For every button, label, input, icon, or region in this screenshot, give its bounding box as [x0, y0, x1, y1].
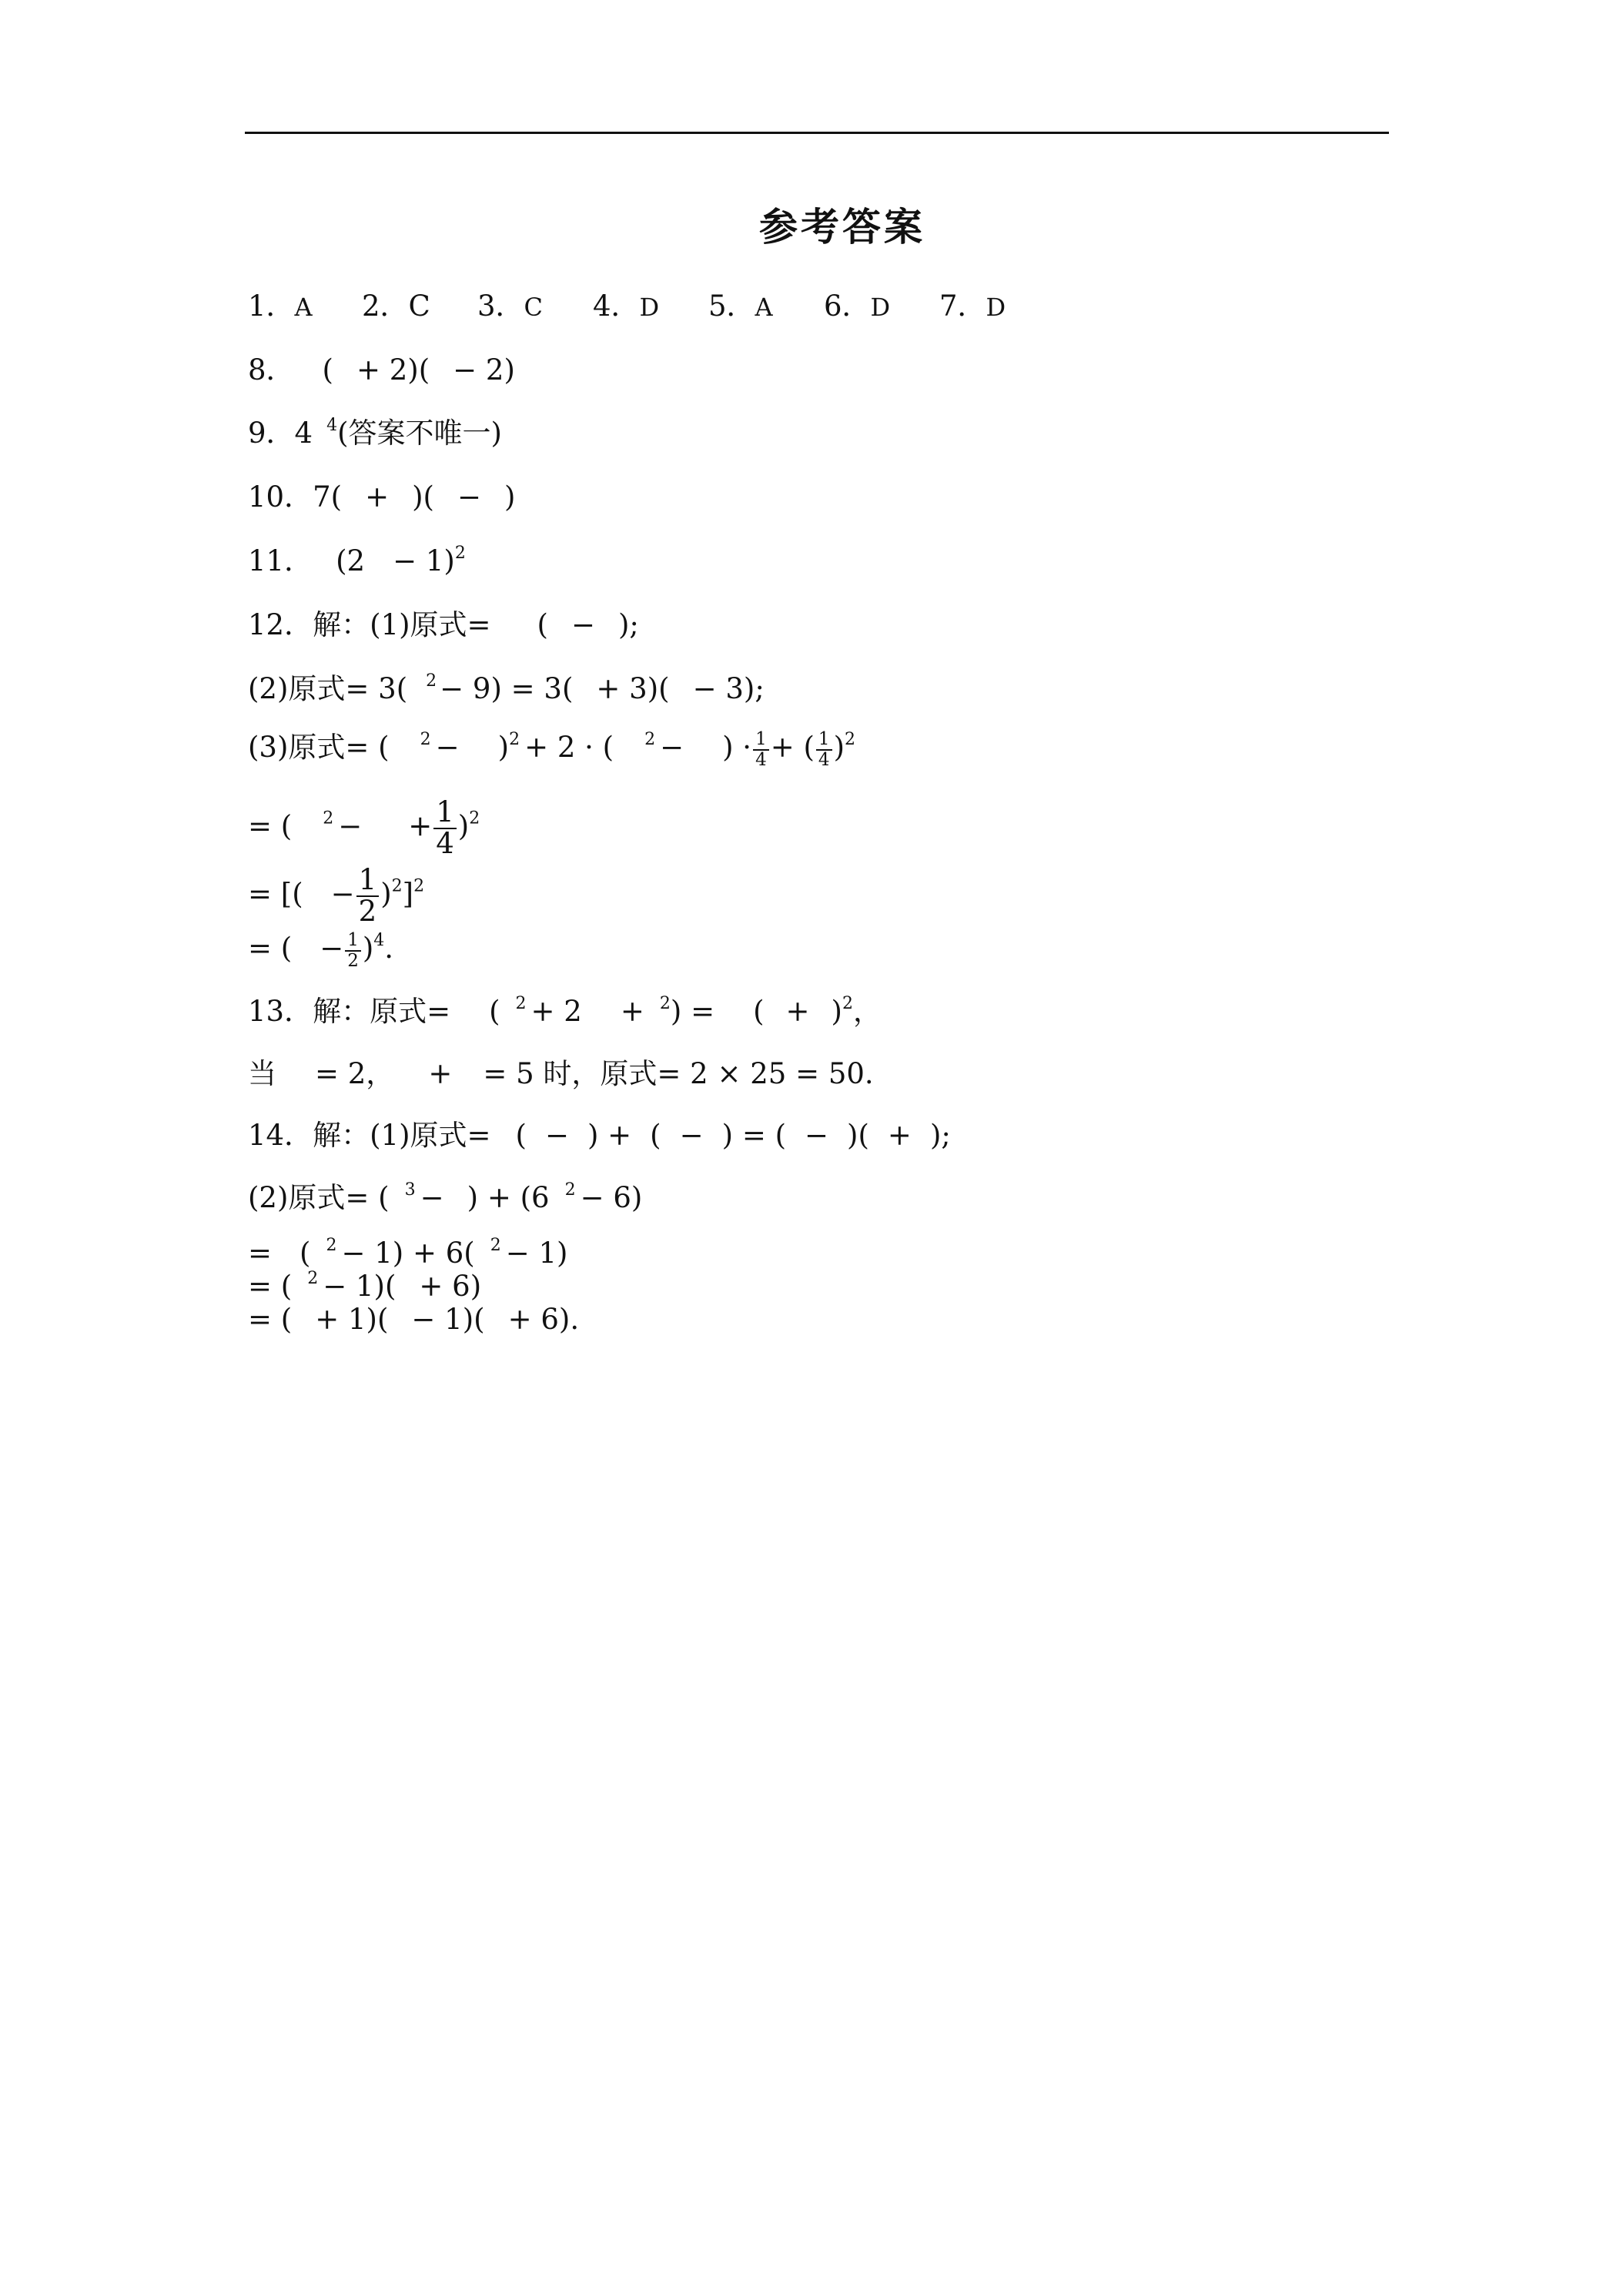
fraction-half-large: $\frac{1}{2}$: [356, 865, 380, 927]
page-title: 参考答案: [759, 205, 925, 249]
answer-14-step1: = ( $^2$ − 1) + 6( $^2$ − 1): [248, 1236, 568, 1270]
mc-answer-3: 3．C: [477, 290, 544, 323]
answer-14-part1: 14．解：(1)原式= ( − ) + ( − ) = ( − )( + );: [248, 1119, 951, 1152]
mc-answer-4: 4．D: [593, 290, 660, 323]
answer-11: 11． $(2 - 1)^2$: [248, 544, 466, 577]
fraction-quarter: $\frac{1}{4}$: [816, 730, 832, 768]
mc-answer-6: 6．D: [824, 290, 891, 323]
mc-answer-5: 5．A: [708, 290, 773, 323]
fraction-quarter-large: $\frac{1}{4}$: [433, 798, 457, 859]
answer-12-step1: = ( $^2$ − + $\frac{1}{4}$ )$^2$: [248, 795, 480, 860]
answer-12-part3: (3)原式= ( $^2$ − )$^2$ + 2 · ( $^2$ − ) · $\frac{1}{4}$ + ( $\frac{1}{4}$ )$^2$: [248, 729, 855, 770]
answer-13-line2: 当 = 2， + = 5 时，原式= 2 × 25 = 50.: [248, 1057, 874, 1090]
answer-14-part2: (2)原式= ( $^3$ − ) + (6 $^2$ − 6): [248, 1180, 643, 1214]
answer-14-step2: = ( $^2$ − 1)( + 6): [248, 1269, 482, 1303]
answer-10: 10．7( + )( − ): [248, 480, 516, 514]
answer-12-step2: = [( − $\frac{1}{2}$ )$^2$]$^2$: [248, 863, 425, 928]
fraction-half: $\frac{1}{2}$: [345, 931, 361, 969]
answer-13-line1: 13．解：原式= ( $^2$ + 2 + $^2$) = ( + )$^2$，: [248, 994, 882, 1028]
mc-answer-7: 7．D: [939, 290, 1006, 323]
answer-8: 8． ( + 2)( − 2): [248, 353, 515, 387]
mc-answer-2: 2．C: [362, 290, 430, 323]
answer-14-step3: = ( + 1)( − 1)( + 6).: [248, 1303, 580, 1336]
header-rule: [245, 132, 1389, 134]
answer-12-part1: 12．解：(1)原式= ( − );: [248, 608, 639, 641]
answer-12-part2: (2)原式= 3( $^2$ − 9) = 3( + 3)( − 3);: [248, 671, 765, 705]
mc-answer-1: 1．A: [248, 290, 313, 323]
answer-9: 9．4 $^4$(答案不唯一): [248, 416, 502, 450]
fraction-quarter: $\frac{1}{4}$: [753, 730, 769, 768]
answer-12-step3: = ( − $\frac{1}{2}$ )$^4$.: [248, 930, 394, 971]
